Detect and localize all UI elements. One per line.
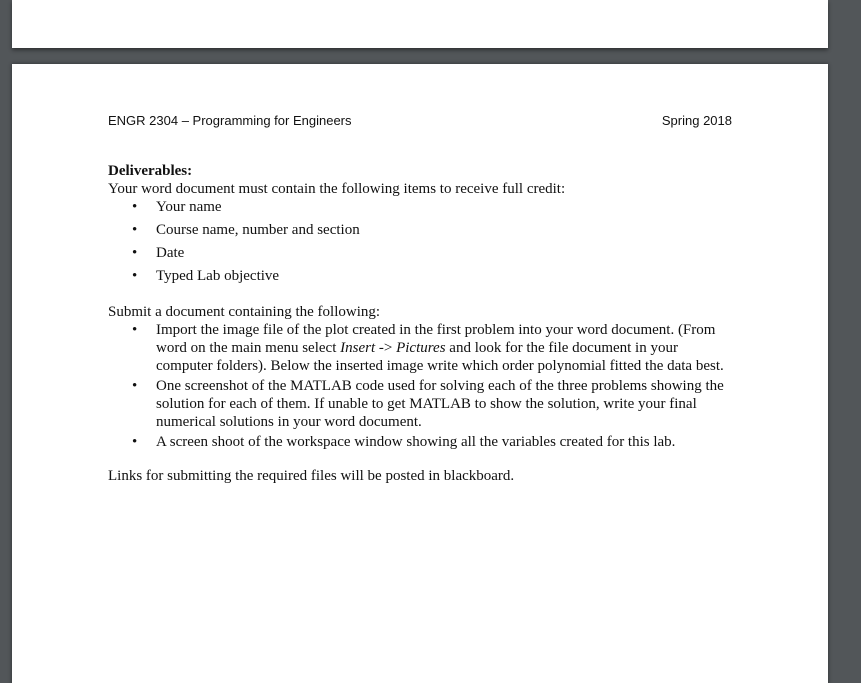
- list-item: • Typed Lab objective: [132, 268, 280, 284]
- bullet-icon: •: [132, 378, 138, 394]
- bullet-icon: •: [132, 268, 138, 284]
- footer-note: Links for submitting the required files will be posted in blackboard.: [108, 468, 515, 484]
- list-item: • Your name: [132, 199, 222, 215]
- course-header: ENGR 2304 – Programming for Engineers: [108, 113, 352, 128]
- list-item: • Date: [132, 245, 185, 261]
- deliverables-heading: Deliverables:: [108, 163, 193, 179]
- bullet-icon: •: [132, 222, 138, 238]
- bullet-icon: •: [132, 322, 138, 338]
- page-body: [108, 162, 734, 485]
- document-page: [12, 64, 828, 683]
- deliverables-intro: Your word document must contain the following items to receive full credit:: [108, 181, 566, 197]
- list-item: • A screen shoot of the workspace window showing all the variables created for this lab.: [132, 434, 676, 450]
- submit-list: [108, 321, 734, 451]
- bullet-icon: •: [132, 199, 138, 215]
- submit-intro: Submit a document containing the following:: [108, 304, 381, 320]
- bullet-icon: •: [132, 245, 138, 261]
- deliverables-list: [108, 198, 734, 285]
- list-item: • Import the image file of the plot created in the first problem into your word document. (From word on the main menu select Insert -> Pictures and look for the file document in your computer folders). Below the inserted image write which order polynomial fitted the data best.: [132, 322, 724, 374]
- term-header: Spring 2018: [661, 113, 732, 128]
- bullet-icon: •: [132, 434, 138, 450]
- previous-page: [12, 0, 828, 48]
- list-item: • One screenshot of the MATLAB code used for solving each of the three problems showing the solution for each of them. If unable to get MATLAB to show the solution, write your final numerical solutions in your word document.: [132, 378, 724, 430]
- list-item: • Course name, number and section: [132, 222, 360, 238]
